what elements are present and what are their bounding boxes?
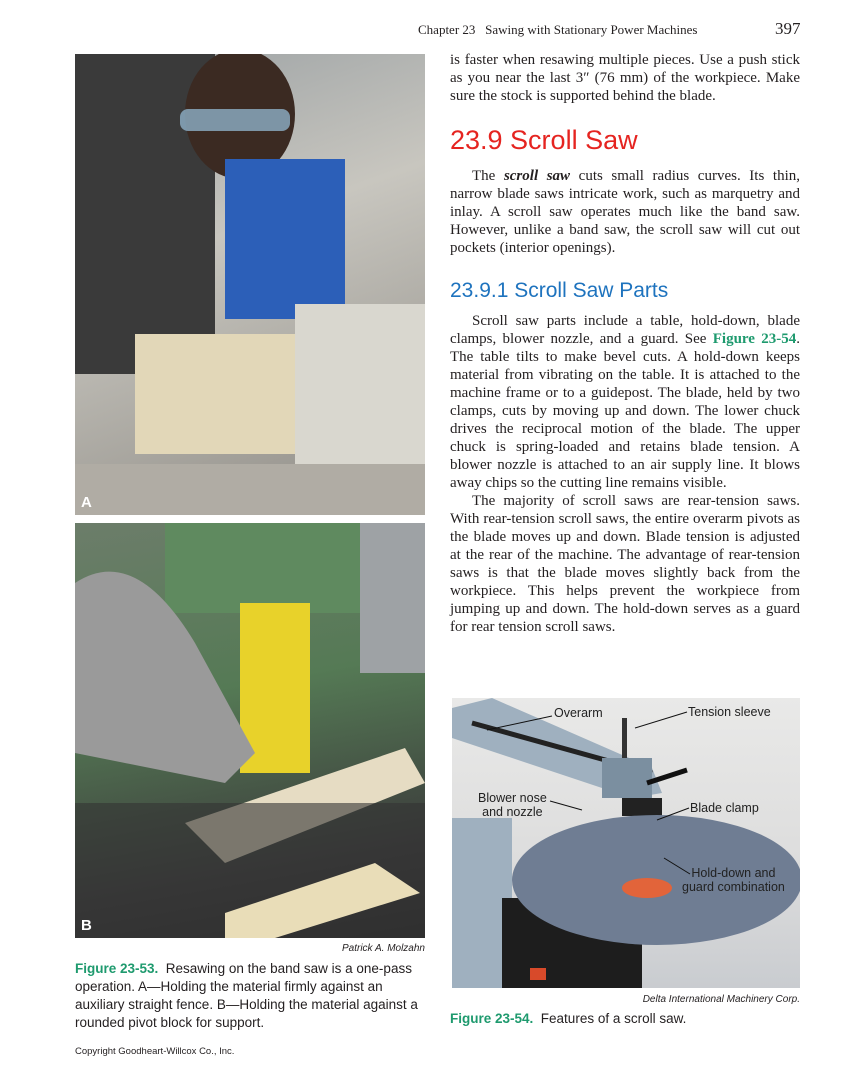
subsection-heading: 23.9.1 Scroll Saw Parts xyxy=(450,279,669,302)
intro-paragraph xyxy=(450,51,800,105)
callout-tension-sleeve: Tension sleeve xyxy=(688,705,771,719)
photo-credit: Patrick A. Molzahn xyxy=(342,943,425,954)
caption-text: Resawing on the band saw is a one-pass operation. A—Holding the material firmly against an auxiliary straight fence. B—Holding the material against a rounded pivot block for support. xyxy=(75,961,418,1030)
caption-text: Features of a scroll saw. xyxy=(540,1011,687,1026)
photo-resawing-pivot-block xyxy=(75,523,425,938)
section-heading: 23.9 Scroll Saw xyxy=(450,125,638,155)
text: The xyxy=(472,168,504,184)
parts-paragraphs xyxy=(450,312,800,636)
running-header xyxy=(418,19,801,38)
section-paragraph xyxy=(450,167,800,257)
photo-a-label: A xyxy=(81,494,92,511)
callout-hold-down xyxy=(682,866,785,894)
figure-23-53-caption xyxy=(75,960,427,1032)
figure-label: Figure 23-54. xyxy=(450,1011,534,1026)
key-term: scroll saw xyxy=(503,168,571,184)
chapter-number: Chapter 23 xyxy=(418,22,476,37)
callout-blade-clamp: Blade clamp xyxy=(690,801,759,815)
photo-a-illustration xyxy=(75,54,425,515)
callout-overarm: Overarm xyxy=(554,706,603,720)
text: Scroll saw parts include a table, hold-down, blade clamps, blower nozzle, and a guard. See xyxy=(450,313,800,347)
text: . The table tilts to make bevel cuts. A hold-down keeps material from vibrating on the table. It is attached to the machine frame or to a guidepost. The blade, held by two clamps, cuts by moving up and down. The lower chuck drives the reciprocal motion of the blade. The upper chuck is spring-loaded and retains blade tension. A blower nozzle is attached to an air supply line. It blows away chips so the cutting line remains visible. xyxy=(450,331,800,491)
photo-b-illustration xyxy=(75,523,425,938)
figure-label: Figure 23-53. xyxy=(75,961,159,976)
scroll-saw-illustration xyxy=(452,698,800,988)
figure-scroll-saw xyxy=(452,698,800,988)
copyright-footer: Copyright Goodheart-Willcox Co., Inc. xyxy=(75,1046,235,1057)
paragraph: is faster when resawing multiple pieces. Use a push stick as you near the last 3″ (76 mm) of the workpiece. Make sure the stock is supported behind the blade. xyxy=(450,52,800,104)
callout-line: Hold-down and xyxy=(691,866,776,880)
photo-b-label: B xyxy=(81,917,92,934)
page-number: 397 xyxy=(775,19,801,38)
photo-resawing-fence xyxy=(75,54,425,515)
paragraph: The majority of scroll saws are rear-tension saws. With rear-tension scroll saws, the entire overarm pivots as the blade moves up and down. Blade tension is adjusted at the rear of the machine. The advantage of rear-tension saws is that the blade moves slightly back from the workpiece. This helps prevent the workpiece from jumping up and down. The hold-down serves as a guard for rear tension scroll saws. xyxy=(450,493,800,635)
callout-line: and nozzle xyxy=(482,805,543,819)
figure-credit: Delta International Machinery Corp. xyxy=(642,994,800,1005)
callout-line: guard combination xyxy=(682,880,785,894)
chapter-title: Sawing with Stationary Power Machines xyxy=(485,22,698,37)
callout-blower-nozzle xyxy=(478,791,547,819)
figure-reference-link[interactable]: Figure 23-54 xyxy=(712,331,797,347)
text: cuts small radius curves. Its thin, narrow blade saws intricate work, such as marquetry and inlay. A scroll saw operates much like the band saw. However, unlike a band saw, the scroll saw will cut out pockets (interior openings). xyxy=(450,168,800,256)
callout-line: Blower nose xyxy=(478,791,547,805)
figure-23-54-caption xyxy=(450,1010,802,1028)
